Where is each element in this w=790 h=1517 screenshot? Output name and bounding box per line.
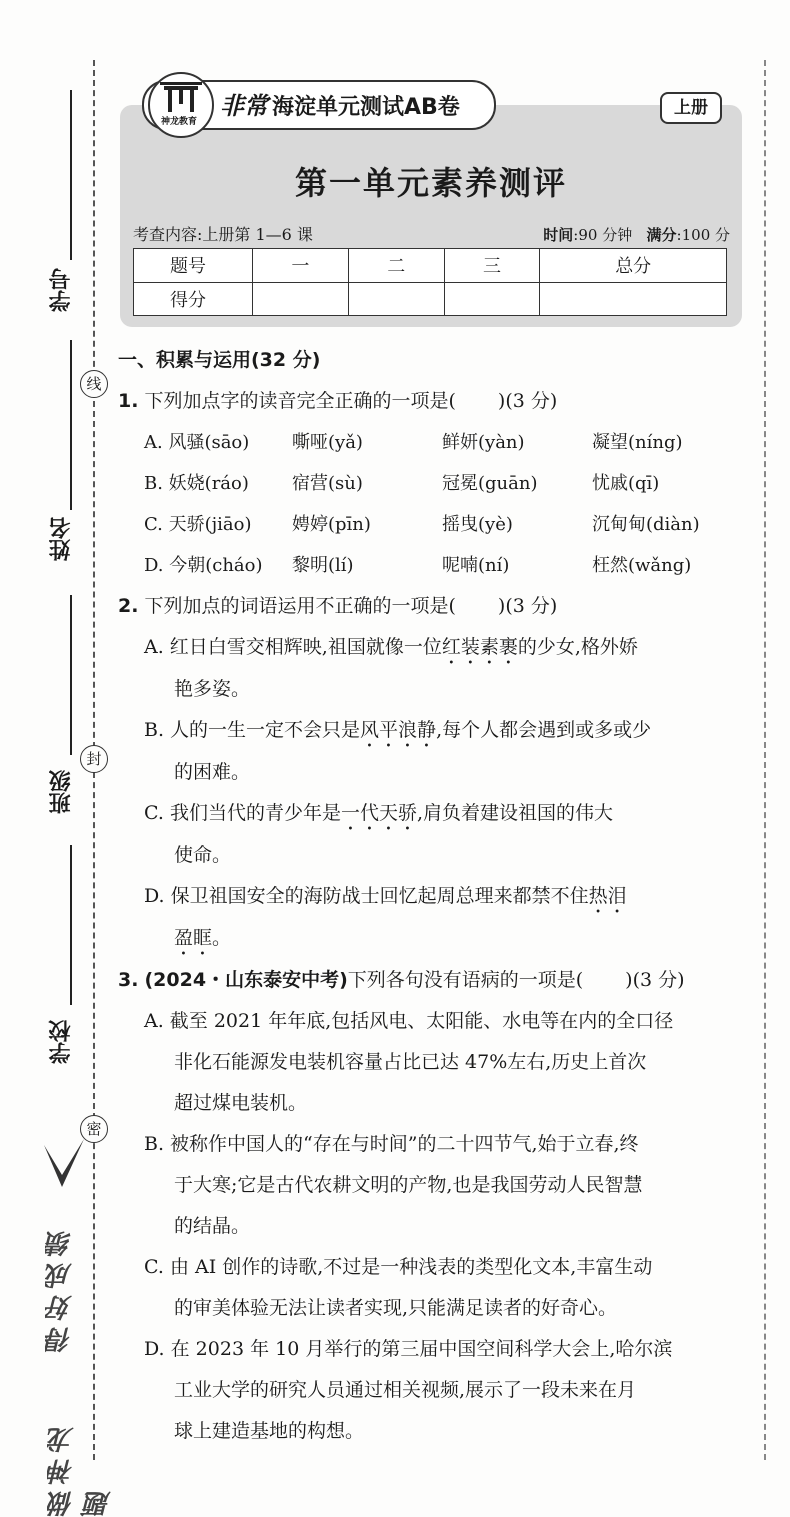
class-line (70, 595, 72, 755)
option-text: 工业大学的研究人员通过相关视频,展示了一段未来在月 (174, 1379, 637, 1401)
option-item: 摇曳(yè) (442, 514, 513, 535)
logo (148, 72, 214, 138)
score-table-cell: 一 (253, 249, 349, 283)
option-item: 娉婷(pīn) (292, 514, 371, 535)
school-line (70, 845, 72, 1005)
emphasized-phrase: 风平浪静 (360, 719, 437, 741)
option-c (118, 793, 748, 876)
option-text: D. 保卫祖国安全的海防战士回忆起周总理来都禁不住 (144, 885, 589, 907)
school-label: 学校 (49, 1020, 74, 1064)
brand-title (220, 86, 460, 121)
option-text: 的少女,格外娇 (517, 636, 638, 658)
option-item: 枉然(wǎng) (592, 555, 692, 576)
seal-seal: 封 (80, 745, 108, 773)
page-title: 第一单元素养测评 (294, 164, 567, 202)
score-table-row (134, 282, 727, 316)
slogan-part-1: 做神龙题 (48, 1421, 115, 1517)
option-item: C. 天骄(jiāo) (144, 514, 252, 535)
question-stem: 下列加点字的读音完全正确的一项是( (144, 390, 456, 412)
section-title: 一、积累与运用(32 分) (118, 349, 321, 371)
time-value: :90 分钟 (573, 226, 633, 244)
option-row (118, 504, 748, 545)
option-row (118, 422, 748, 463)
score-table-cell: 三 (444, 249, 540, 283)
score-input-cell[interactable] (348, 282, 444, 316)
volume-tag: 上册 (660, 92, 722, 124)
full-score-value: :100 分 (676, 226, 730, 244)
option-item: 鲜妍(yàn) (442, 432, 525, 453)
question-stem: 下列各句没有语病的一项是( (347, 969, 584, 991)
option-item: 黎明(lí) (292, 555, 354, 576)
student-id-line (70, 90, 72, 260)
option-text-cont (144, 918, 748, 960)
question-stem: 下列加点的词语运用不正确的一项是( (144, 595, 456, 617)
student-id-label: 学号 (49, 268, 74, 312)
question-number: 2. (118, 595, 139, 617)
option-item: 嘶哑(yǎ) (292, 432, 363, 453)
exam-scope: 考查内容:上册第 1—6 课 (133, 225, 313, 244)
score-table-header (134, 249, 727, 283)
score-row-label: 得分 (134, 282, 253, 316)
exam-meta (543, 224, 730, 245)
option-item: 沉甸甸(diàn) (592, 514, 700, 535)
option-row (118, 545, 748, 586)
question-score: )(3 分) (625, 969, 685, 991)
seal-line: 线 (80, 370, 108, 398)
gate-icon (150, 74, 212, 118)
option-row (118, 463, 748, 504)
option-b (118, 1124, 748, 1247)
score-table-cell: 总分 (540, 249, 727, 283)
option-text: D. 在 2023 年 10 月举行的第三届中国空间科学大会上,哈尔滨 (144, 1338, 673, 1360)
option-a (118, 1001, 748, 1124)
score-input-cell[interactable] (444, 282, 540, 316)
right-cut-line (764, 60, 766, 1460)
slogan-part-2: 得好成绩 (46, 1225, 76, 1353)
option-text: ,肩负着建设祖国的伟大 (416, 802, 614, 824)
score-table (133, 248, 727, 316)
question-number: 3. (118, 969, 139, 991)
score-input-cell[interactable] (253, 282, 349, 316)
question-2 (118, 586, 748, 627)
emphasized-phrase: 盈眶 (174, 927, 213, 949)
brand-series: 海淀单元测试AB卷 (272, 95, 460, 120)
option-text: 艳多姿。 (174, 678, 251, 700)
option-text: 球上建造基地的构想。 (174, 1420, 365, 1442)
option-text: B. 人的一生一定不会只是 (144, 719, 361, 741)
option-item: A. 风骚(sāo) (144, 432, 250, 453)
logo-text: 神龙教育 (160, 117, 197, 127)
name-label: 姓名 (49, 517, 74, 561)
option-item: 凝望(níng) (592, 432, 683, 453)
option-item: B. 妖娆(ráo) (144, 473, 249, 494)
option-text: ,每个人都会遇到或多或少 (436, 719, 652, 741)
option-text: 。 (212, 927, 232, 949)
option-item: 忧戚(qī) (592, 473, 660, 494)
class-label: 班级 (49, 770, 74, 814)
question-source-tag: (2024・山东泰安中考) (144, 969, 348, 991)
option-item: D. 今朝(cháo) (144, 555, 263, 576)
option-text: 的困难。 (174, 761, 251, 783)
question-score: )(3 分) (497, 595, 558, 617)
option-text: 于大寒;它是古代农耕文明的产物,也是我国劳动人民智慧 (174, 1174, 643, 1196)
name-line (70, 340, 72, 510)
option-text: 超过煤电装机。 (174, 1092, 308, 1114)
option-item: 冠冕(guān) (442, 473, 538, 494)
option-text: C. 我们当代的青少年是 (144, 802, 341, 824)
option-item: 呢喃(ní) (442, 555, 510, 576)
question-content (118, 340, 748, 1452)
option-d (118, 1329, 748, 1452)
score-input-cell[interactable] (540, 282, 727, 316)
option-text: 的审美体验无法让读者实现,只能满足读者的好奇心。 (174, 1297, 618, 1319)
emphasized-phrase: 红装素裹 (441, 636, 518, 658)
binding-margin (0, 0, 115, 1517)
option-text: 使命。 (174, 844, 232, 866)
option-text: 的结晶。 (174, 1215, 251, 1237)
emphasized-phrase: 热泪 (588, 885, 627, 907)
question-number: 1. (118, 390, 139, 412)
full-score-label: 满分 (646, 226, 677, 244)
option-item: 宿营(sù) (292, 473, 363, 494)
option-b (118, 710, 748, 793)
score-table-cell: 题号 (134, 249, 253, 283)
option-text: 非化石能源发电装机容量占比已达 47%左右,历史上首次 (174, 1051, 647, 1073)
option-text: B. 被称作中国人的“存在与时间”的二十四节气,始于立春,终 (144, 1133, 639, 1155)
option-d (118, 876, 748, 960)
option-text: A. 红日白雪交相辉映,祖国就像一位 (144, 636, 442, 658)
seal-secret: 密 (80, 1115, 108, 1143)
option-text: A. 截至 2021 年年底,包括风电、太阳能、水电等在内的全口径 (144, 1010, 674, 1032)
question-score: )(3 分) (497, 390, 558, 412)
option-a (118, 627, 748, 710)
brand-script: 非常 (220, 92, 268, 120)
check-mark-icon (40, 1135, 88, 1195)
score-table-cell: 二 (348, 249, 444, 283)
emphasized-phrase: 一代天骄 (340, 802, 417, 824)
question-3 (118, 960, 748, 1001)
question-1 (118, 381, 748, 422)
option-c (118, 1247, 748, 1329)
time-label: 时间 (543, 226, 574, 244)
option-text: C. 由 AI 创作的诗歌,不过是一种浅表的类型化文本,丰富生动 (144, 1256, 653, 1278)
